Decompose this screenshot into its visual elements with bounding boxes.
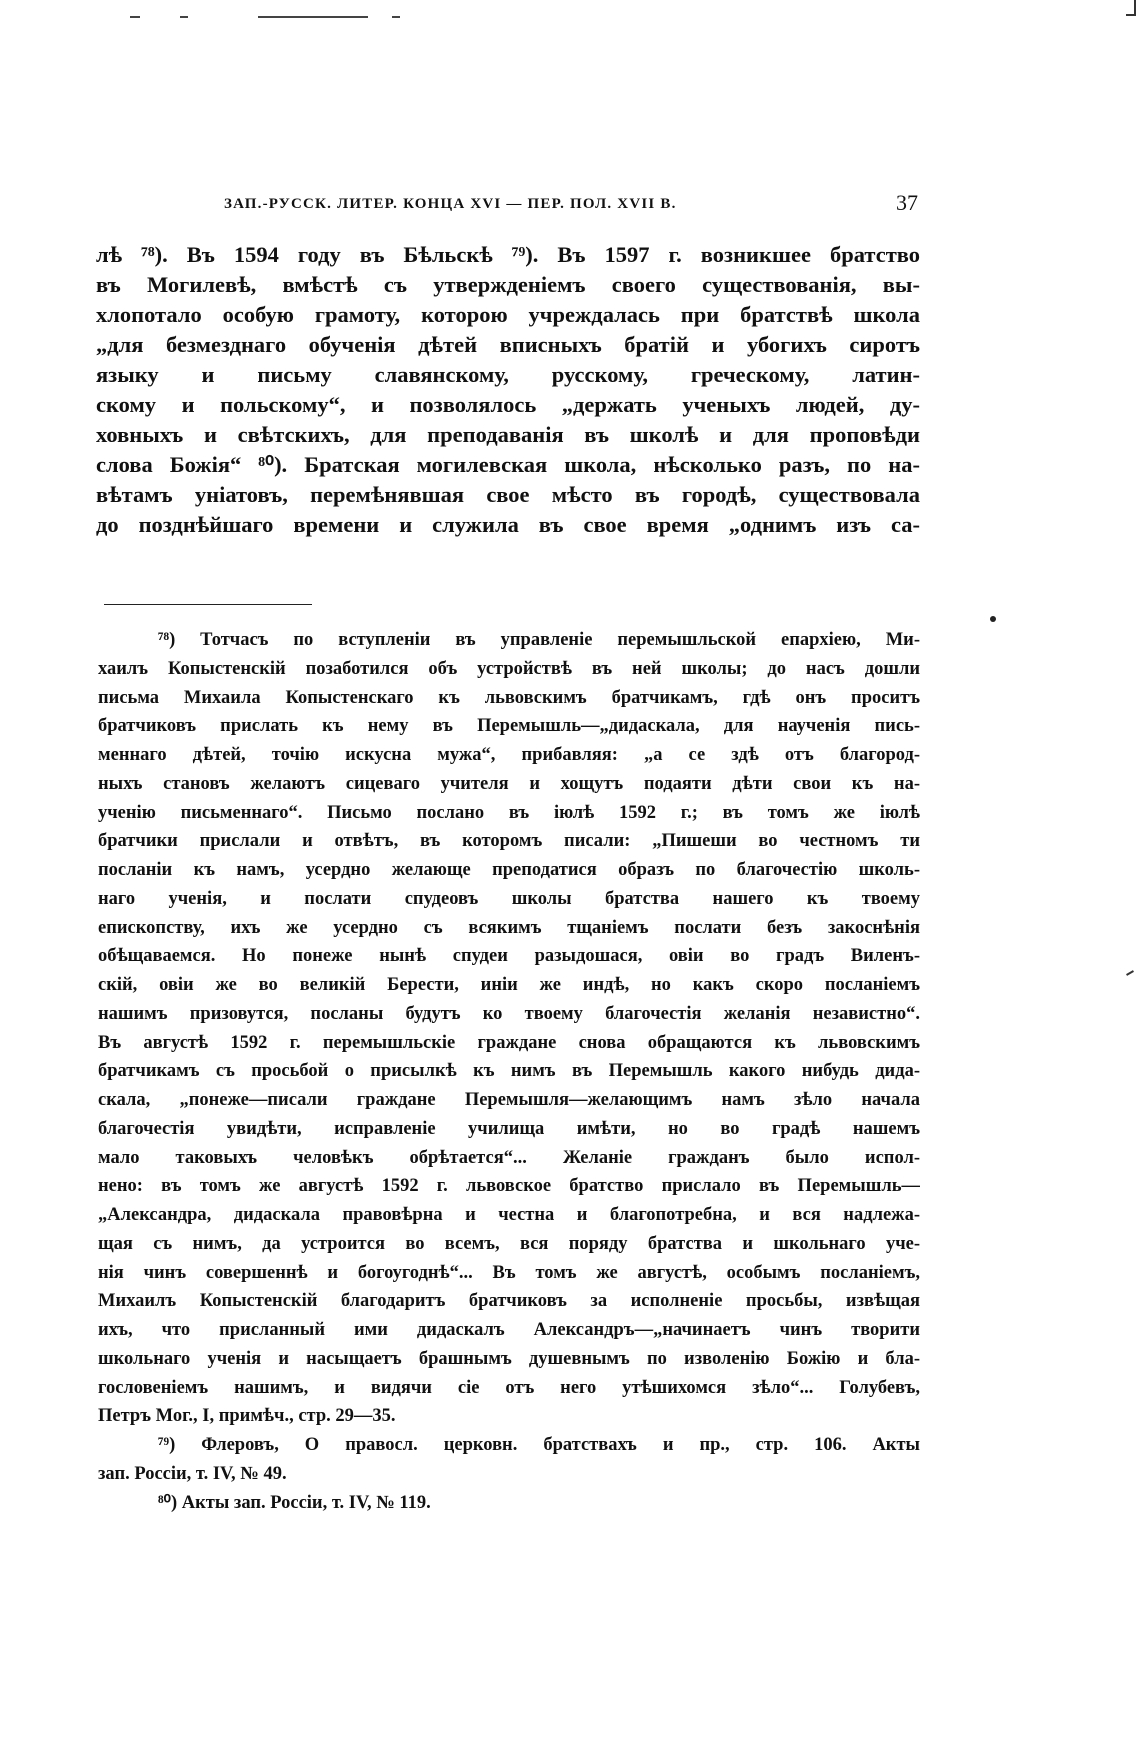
footnote-78-line: нія чинъ совершеннѣ и богоугоднѣ“... Въ томъ же августѣ, особымъ посланіемъ, <box>98 1262 920 1283</box>
footnote-78-line: братчикамъ съ просьбой о присылкѣ къ нимъ въ Перемышль какого нибудь дида- <box>98 1061 920 1082</box>
footnote-78-line: епископству, ихъ же усердно съ всякимъ тщаніемъ послати безъ закоснѣнія <box>98 917 920 938</box>
running-title: ЗАП.-РУССК. ЛИТЕР. КОНЦА XVI — ПЕР. ПОЛ. XVII В. <box>224 196 677 212</box>
footnote-78-line: письма Михаила Копыстенскаго къ львовскимъ братчикамъ, гдѣ онъ проситъ <box>98 687 920 708</box>
body-line: скому и польскому“, и позволялось „держать ученыхъ людей, ду- <box>96 392 920 417</box>
footnote-78-line: гословеніемъ нашимъ, и видячи сіе отъ него утѣшихомся зѣло“... Голубевъ, <box>98 1377 920 1398</box>
body-line: ховныхъ и свѣтскихъ, для преподаванія въ школѣ и для проповѣди <box>96 422 920 447</box>
footnote-78-line: наго ученія, и послати спудеовъ школы братства нашего къ твоему <box>98 888 920 909</box>
footnote-78-line: щая съ нимъ, да устроится во всемъ, вся поряду братства и школьнаго уче- <box>98 1233 920 1254</box>
page-number: 37 <box>896 190 918 215</box>
footnote-79-line: зап. Россіи, т. IV, № 49. <box>98 1463 287 1484</box>
body-line: хлопотало особую грамоту, которою учреждалась при братствѣ школа <box>96 302 920 327</box>
footnote-78-line: школьнаго ученія и насыщаетъ брашнымъ душевнымъ по изволенію Божію и бла- <box>98 1348 920 1369</box>
scan-artifact-dash <box>392 16 400 18</box>
footnotes-block <box>98 626 920 1517</box>
body-line: „для безмезднаго обученія дѣтей вписныхъ братій и убогихъ сиротъ <box>96 332 920 357</box>
scan-artifact-dash <box>258 16 368 18</box>
footnote-78-line: хаилъ Копыстенскій позаботился объ устройствѣ въ ней школы; до насъ дошли <box>98 658 920 679</box>
footnote-78-line: скій, овіи же во великій Берести, иніи же индѣ, но какъ скоро посланіемъ <box>98 975 920 995</box>
scan-artifact-dash <box>130 16 140 18</box>
body-line: въ Могилевѣ, вмѣстѣ съ утвержденіемъ своего существованія, вы- <box>96 272 920 297</box>
footnote-78-line: меннаго дѣтей, точію искусна мужа“, прибавляя: „а се здѣ отъ благород- <box>98 745 920 765</box>
body-line: вѣтамъ уніатовъ, перемѣнявшая свое мѣсто въ городѣ, существовала <box>96 482 920 507</box>
scan-artifact-dash <box>180 16 188 18</box>
footnote-80-line: ⁸⁰) Акты зап. Россіи, т. IV, № 119. <box>158 1492 431 1513</box>
footnote-78-line: братчиковъ прислать къ нему въ Перемышль—„дидаскала, для наученія пись- <box>98 716 920 737</box>
main-text-block <box>96 240 920 540</box>
footnote-78-line: Въ августѣ 1592 г. перемышльскіе граждане снова обращаются къ львовскимъ <box>98 1032 920 1053</box>
scan-corner-mark <box>1126 0 1136 16</box>
footnote-78-line: нашимъ призовутся, посланы будутъ ко твоему благочестія желанія независтно“. <box>98 1003 920 1024</box>
footnote-78-line: посланіи къ намъ, усердно желающе преподатися образъ по благочестію школь- <box>98 860 920 880</box>
footnote-78-line: ныхъ становъ желаютъ сицеваго учителя и хощутъ подаяти дѣти свои къ на- <box>98 773 920 794</box>
footnote-78-line: братчики прислали и отвѣтъ, въ которомъ писали: „Пишеши во честномъ ти <box>98 831 920 852</box>
footnote-78-line: благочестія увидѣти, исправленіе училища имѣти, но во градѣ нашемъ <box>98 1118 920 1139</box>
footnote-78-line: ⁷⁸) Тотчасъ по вступленіи въ управленіе перемышльской епархіею, Ми- <box>158 630 920 650</box>
footnote-78-line: Петръ Мог., I, примѣч., стр. 29—35. <box>98 1406 396 1427</box>
footnote-78-line: ученію письменнаго“. Письмо послано въ іюлѣ 1592 г.; въ томъ же іюлѣ <box>98 802 920 823</box>
margin-dot <box>990 616 996 622</box>
body-line: лѣ ⁷⁸). Въ 1594 году въ Бѣльскѣ ⁷⁹). Въ 1597 г. возникшее братство <box>96 242 920 267</box>
footnote-78-line: ихъ, что присланный ими дидаскалъ Александръ—„начинаетъ чинъ творити <box>98 1320 920 1340</box>
body-line: слова Божія“ ⁸⁰). Братская могилевская школа, нѣсколько разъ, по на- <box>96 452 920 477</box>
footnote-78-line: мало таковыхъ человѣкъ обрѣтается“... Желаніе гражданъ было испол- <box>98 1147 920 1168</box>
footnote-78-line: нено: въ томъ же августѣ 1592 г. львовское братство прислало въ Перемышль— <box>98 1176 920 1197</box>
body-line: до позднѣйшаго времени и служила въ свое время „однимъ изъ са- <box>96 512 920 537</box>
margin-tick <box>1126 970 1134 976</box>
footnote-79-line: ⁷⁹) Флеровъ, О правосл. церковн. братствахъ и пр., стр. 106. Акты <box>158 1435 920 1455</box>
footnote-78-line: обѣщаваемся. Но понеже нынѣ спудеи разыдошася, овіи во градъ Виленъ- <box>98 946 920 967</box>
body-line: языку и письму славянскому, русскому, греческому, латин- <box>96 362 920 387</box>
footnote-78-line: Михаилъ Копыстенскій благодаритъ братчиковъ за исполненіе просьбы, извѣщая <box>98 1291 920 1312</box>
footnote-78-line: „Александра, дидаскала правовѣрна и честна и благопотребна, и вся надлежа- <box>98 1205 920 1225</box>
footnote-78-line: скала, „понеже—писали граждане Перемышля—желающимъ намъ зѣло начала <box>98 1090 920 1110</box>
footnote-separator <box>104 604 312 605</box>
